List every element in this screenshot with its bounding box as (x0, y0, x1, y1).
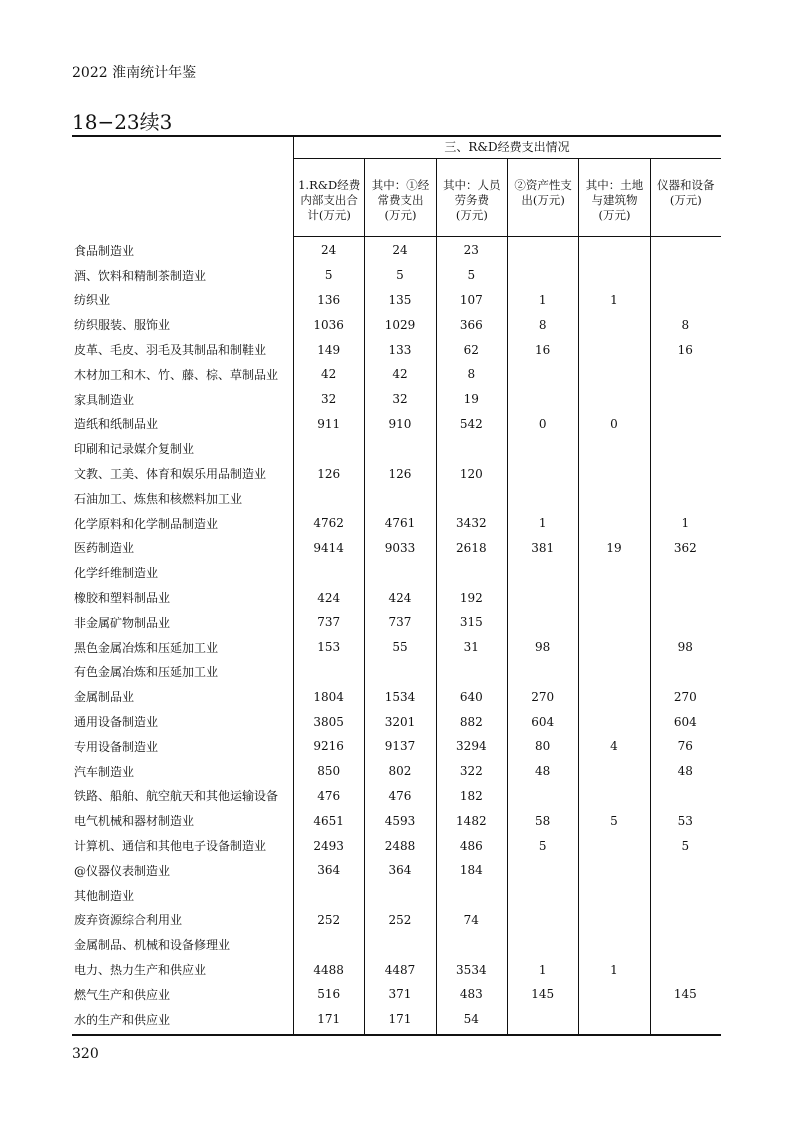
table-cell: 3805 (313, 714, 344, 729)
table-cell: 2618 (456, 540, 487, 555)
table-cell: 0 (538, 416, 547, 431)
table-cell: 486 (459, 838, 483, 853)
table-cell: 604 (673, 714, 697, 729)
row-label: 电气机械和器材制造业 (74, 814, 195, 829)
table-cell: 9137 (384, 739, 416, 754)
table-cell: 381 (531, 540, 555, 555)
table-row (72, 684, 721, 709)
table-cell: 910 (388, 416, 412, 431)
table-cell: 882 (459, 714, 483, 729)
table-cell: 2493 (313, 838, 344, 853)
table-cell: 1029 (384, 317, 416, 332)
table-cell: 126 (317, 466, 341, 481)
table-cell: 53 (677, 813, 693, 828)
table-cell: 76 (677, 739, 693, 754)
column-header: 其中：人员 劳务费 (万元) (436, 159, 507, 236)
table-row (72, 288, 721, 313)
table-cell: 184 (459, 863, 483, 878)
table-cell: 424 (388, 590, 412, 605)
row-label: 纺织服装、服饰业 (74, 318, 171, 333)
table-row (72, 1007, 721, 1032)
table-cell: 48 (677, 764, 693, 779)
row-label: 化学原料和化学制品制造业 (74, 516, 219, 531)
table-cell: 1 (538, 516, 547, 531)
table-cell: 19 (463, 392, 479, 407)
table-cell: 126 (388, 466, 412, 481)
table-cell: 4593 (384, 813, 416, 828)
table-cell: 3534 (456, 962, 487, 977)
row-label: 非金属矿物制品业 (74, 615, 171, 630)
table-cell: 5 (467, 268, 476, 283)
table-cell: 54 (463, 1012, 479, 1027)
row-label: 木材加工和木、竹、藤、棕、草制品业 (74, 367, 279, 382)
table-cell: 604 (531, 714, 555, 729)
table-cell: 270 (673, 689, 697, 704)
statistics-table (72, 135, 721, 1037)
table-row (72, 784, 721, 809)
column-header: 1.R&D经费 内部支出合 计(万元) (293, 159, 364, 236)
table-cell: 80 (535, 739, 551, 754)
row-label: 石油加工、炼焦和核燃料加工业 (74, 491, 243, 506)
table-cell: 322 (459, 764, 483, 779)
row-label: 文教、工美、体育和娱乐用品制造业 (74, 467, 267, 482)
table-cell: 4651 (313, 813, 344, 828)
table-cell: 4 (610, 739, 618, 754)
table-cell: 171 (317, 1012, 341, 1027)
table-cell: 55 (392, 640, 408, 655)
row-label: 橡胶和塑料制品业 (74, 591, 171, 606)
table-cell: 24 (321, 243, 337, 258)
table-cell: 802 (388, 764, 412, 779)
table-cell: 3432 (456, 516, 487, 531)
group-header: 三、R&D经费支出情况 (293, 137, 721, 159)
table-cell: 42 (392, 367, 408, 382)
table-cell: 171 (388, 1012, 412, 1027)
table-cell: 153 (317, 640, 341, 655)
row-label: 通用设备制造业 (74, 715, 159, 730)
table-row (72, 560, 721, 585)
table-cell: 252 (317, 912, 341, 927)
table-cell: 364 (388, 863, 412, 878)
row-label: 造纸和纸制品业 (74, 417, 159, 432)
table-cell: 4761 (384, 516, 416, 531)
row-label: 电力、热力生产和供应业 (74, 963, 207, 977)
table-cell: 145 (673, 987, 697, 1002)
table-row (72, 362, 721, 387)
table-row (72, 412, 721, 437)
row-label: 铁路、船舶、航空航天和其他运输设备 (74, 789, 279, 804)
table-cell: 31 (463, 640, 479, 655)
table-cell: 362 (673, 540, 697, 555)
table-row (72, 461, 721, 486)
table-cell: 8 (681, 317, 690, 332)
table-cell: 1 (610, 292, 618, 307)
table-row (72, 883, 721, 908)
table-row (72, 486, 721, 511)
table-cell: 252 (388, 912, 412, 927)
table-cell: 483 (459, 987, 483, 1002)
table-cell: 850 (317, 764, 341, 779)
table-row (72, 387, 721, 412)
row-label: 化学纤维制造业 (74, 566, 159, 581)
table-cell: 542 (459, 416, 483, 431)
table-row (72, 635, 721, 660)
table-cell: 32 (392, 392, 408, 407)
table-cell: 98 (677, 640, 693, 655)
table-cell: 371 (388, 987, 412, 1002)
table-cell: 107 (459, 292, 483, 307)
table-cell: 8 (467, 367, 476, 382)
row-label: 纺织业 (74, 293, 111, 308)
row-label: 金属制品业 (74, 690, 135, 705)
table-cell: 911 (317, 416, 341, 431)
table-cell: 2488 (384, 838, 416, 853)
page-number: 320 (72, 1046, 99, 1062)
table-cell: 149 (317, 342, 341, 357)
row-label: 计算机、通信和其他电子设备制造业 (74, 839, 267, 854)
table-cell: 98 (535, 640, 551, 655)
table-cell: 58 (535, 813, 551, 828)
table-row (72, 263, 721, 288)
table-row (72, 709, 721, 734)
table-row (72, 734, 721, 759)
table-cell: 16 (535, 342, 551, 357)
table-cell: 23 (463, 243, 479, 258)
table-cell: 136 (317, 292, 341, 307)
running-head: 2022 淮南统计年鉴 (72, 65, 197, 81)
table-cell: 5 (538, 838, 547, 853)
table-row (72, 808, 721, 833)
table-row (72, 957, 721, 982)
table-cell: 4487 (384, 962, 416, 977)
table-cell: 1534 (384, 689, 416, 704)
table-cell: 16 (677, 342, 693, 357)
table-row (72, 511, 721, 536)
table-cell: 3294 (456, 739, 487, 754)
table-cell: 24 (392, 243, 408, 258)
table-cell: 1 (538, 292, 547, 307)
table-cell: 270 (531, 689, 555, 704)
table-cell: 9414 (313, 540, 344, 555)
table-row (72, 238, 721, 263)
table-cell: 32 (321, 392, 337, 407)
row-label: 家具制造业 (74, 392, 135, 407)
table-cell: 1036 (313, 317, 344, 332)
table-row (72, 312, 721, 337)
column-header: 其中：①经 常费支出 (万元) (364, 159, 435, 236)
table-row (72, 982, 721, 1007)
row-label: 皮革、毛皮、羽毛及其制品和制鞋业 (74, 343, 267, 358)
table-cell: 315 (459, 615, 483, 630)
table-cell: 4762 (313, 516, 344, 531)
table-cell: 5 (681, 838, 690, 853)
table-cell: 476 (317, 788, 341, 803)
table-row (72, 908, 721, 933)
row-label: 专用设备制造业 (74, 739, 159, 754)
table-bottom-rule (72, 1034, 721, 1036)
table-cell: 135 (388, 292, 412, 307)
table-cell: 1 (538, 962, 547, 977)
row-label: 其他制造业 (74, 888, 135, 903)
table-row (72, 610, 721, 635)
table-row (72, 833, 721, 858)
table-row (72, 337, 721, 362)
table-cell: 42 (321, 367, 337, 382)
row-label: 医药制造业 (74, 541, 135, 556)
table-row (72, 536, 721, 561)
table-cell: 3201 (384, 714, 416, 729)
column-header: 仪器和设备 (万元) (650, 159, 721, 236)
table-cell: 9216 (313, 739, 344, 754)
table-cell: 5 (324, 268, 333, 283)
table-cell: 424 (317, 590, 341, 605)
table-cell: 1 (681, 516, 690, 531)
table-body (72, 238, 721, 1032)
table-cell: 737 (388, 615, 412, 630)
table-cell: 5 (610, 813, 618, 828)
table-cell: 0 (610, 416, 618, 431)
row-label: 金属制品、机械和设备修理业 (74, 938, 231, 953)
row-label: @仪器仪表制造业 (74, 863, 171, 878)
row-label: 黑色金属冶炼和压延加工业 (74, 640, 219, 655)
table-cell: 1 (610, 962, 618, 977)
table-row (72, 932, 721, 957)
table-row (72, 858, 721, 883)
table-cell: 4488 (313, 962, 344, 977)
row-label: 水的生产和供应业 (74, 1012, 171, 1027)
table-title: 18−23续3 (72, 110, 173, 134)
table-cell: 640 (459, 689, 483, 704)
table-cell: 737 (317, 615, 341, 630)
table-cell: 19 (606, 540, 622, 555)
row-label: 有色金属冶炼和压延加工业 (74, 665, 219, 680)
table-cell: 8 (538, 317, 547, 332)
table-cell: 192 (459, 590, 483, 605)
column-header: ②资产性支 出(万元) (507, 159, 578, 236)
table-cell: 366 (459, 317, 483, 332)
table-cell: 145 (531, 987, 555, 1002)
table-cell: 182 (459, 788, 483, 803)
row-label: 燃气生产和供应业 (74, 987, 171, 1002)
table-cell: 62 (463, 342, 479, 357)
column-header: 其中：土地 与建筑物 (万元) (578, 159, 649, 236)
table-cell: 74 (463, 912, 479, 927)
table-cell: 1482 (456, 813, 487, 828)
table-cell: 476 (388, 788, 412, 803)
table-cell: 9033 (384, 540, 416, 555)
row-label: 废弃资源综合利用业 (74, 913, 183, 928)
table-cell: 364 (317, 863, 341, 878)
row-label: 印刷和记录媒介复制业 (74, 442, 195, 457)
table-cell: 5 (396, 268, 404, 283)
row-label: 汽车制造业 (74, 764, 135, 779)
table-cell: 133 (388, 342, 412, 357)
row-label: 酒、饮料和精制茶制造业 (74, 268, 207, 283)
table-cell: 1804 (313, 689, 344, 704)
table-row (72, 759, 721, 784)
table-row (72, 436, 721, 461)
row-label: 食品制造业 (74, 243, 135, 258)
table-row (72, 660, 721, 685)
table-cell: 120 (459, 466, 483, 481)
table-row (72, 585, 721, 610)
table-cell: 516 (317, 987, 341, 1002)
table-cell: 48 (535, 764, 551, 779)
